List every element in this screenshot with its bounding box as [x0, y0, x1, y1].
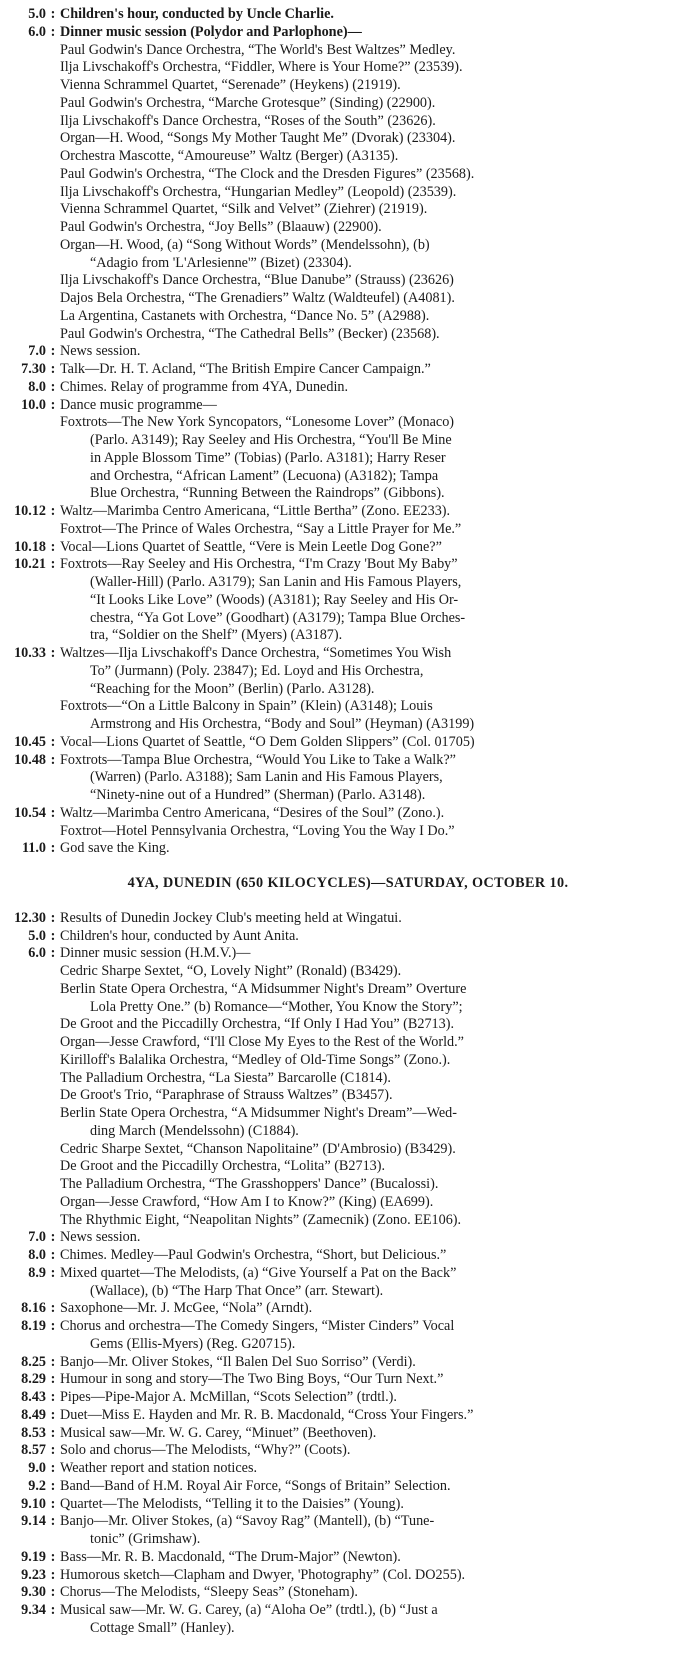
programme-item-line: De Groot's Trio, “Paraphrase of Strauss Waltzes” (B3457). — [60, 1087, 393, 1104]
programme-item-line: Paul Godwin's Orchestra, “Marche Grotesque” (Sinding) (22900). — [60, 94, 436, 111]
entry-time: 9.34 — [21, 1602, 46, 1618]
entry-separator: : — [50, 23, 56, 40]
entry-time: 8.0 — [28, 378, 46, 395]
entry-time: 10.0 — [21, 396, 46, 413]
programme-item-line: “Adagio from 'L'Arlesienne'” (Bizet) (23304). — [90, 254, 352, 271]
programme-item-line: Organ—H. Wood, “Songs My Mother Taught Me” (Dvorak) (23304). — [60, 130, 456, 147]
entry-time: 5.0 — [28, 6, 46, 22]
programme-entry — [4, 805, 692, 841]
programme-item-line: Foxtrot—Hotel Pennsylvania Orchestra, “Loving You the Way I Do.” — [60, 822, 455, 839]
programme-item-line: Foxtrots—“On a Little Balcony in Spain” (Klein) (A3148); Louis — [60, 698, 433, 715]
entry-text-line: chestra, “Ya Got Love” (Goodhart) (A3179); Tampa Blue Orches- — [90, 609, 466, 626]
entry-time: 8.0 — [28, 1247, 46, 1263]
programme-entry — [4, 1442, 692, 1460]
entry-separator: : — [50, 927, 56, 944]
entry-separator: : — [50, 1495, 56, 1512]
entry-separator: : — [50, 909, 56, 926]
entry-separator: : — [50, 1371, 56, 1388]
entry-time: 8.29 — [21, 1371, 46, 1388]
entry-time: 6.0 — [28, 23, 46, 40]
entry-text-line: Cottage Small” (Hanley). — [90, 1619, 235, 1636]
entry-text-line: (Waller-Hill) (Parlo. A3179); San Lanin and His Famous Players, — [90, 574, 462, 590]
entry-body — [60, 805, 692, 841]
entry-text-line: Dance music programme— — [60, 396, 217, 413]
entry-separator: : — [50, 503, 56, 519]
programme-entry — [4, 1247, 692, 1265]
entry-time: 9.23 — [21, 1566, 46, 1583]
entry-body — [60, 1549, 692, 1567]
programme-entry — [4, 556, 692, 645]
entry-text-line: Banjo—Mr. Oliver Stokes, “Il Balen Del Suo Sorriso” (Verdi). — [60, 1353, 416, 1370]
programme-item-line: Dajos Bela Orchestra, “The Grenadiers” Waltz (Waldteufel) (A4081). — [60, 290, 455, 306]
entry-body — [60, 945, 692, 1229]
programme-item-line: and Orchestra, “African Lament” (Lecuona) (A3182); Tampa — [90, 467, 439, 484]
entry-time: 8.53 — [21, 1424, 46, 1441]
entry-text-line: News session. — [60, 343, 141, 360]
programme-entry — [4, 1584, 692, 1602]
entry-separator: : — [50, 1477, 56, 1494]
entry-separator: : — [50, 1247, 56, 1263]
entry-separator: : — [50, 1406, 56, 1423]
programme-item-line: Ilja Livschakoff's Dance Orchestra, “Roses of the South” (23626). — [60, 112, 436, 129]
programme-entry — [4, 397, 692, 504]
entry-separator: : — [50, 840, 56, 857]
entry-body — [60, 1602, 692, 1638]
entry-text-line: Band—Band of H.M. Royal Air Force, “Songs of Britain” Selection. — [60, 1477, 451, 1494]
programme-item-line: Organ—Jesse Crawford, “I'll Close My Eyes to the Rest of the World.” — [60, 1034, 464, 1050]
programme-entry — [4, 1602, 692, 1638]
entry-text-line: Mixed quartet—The Melodists, (a) “Give Yourself a Pat on the Back” — [60, 1264, 457, 1281]
programme-item-line: Vienna Schrammel Quartet, “Silk and Velvet” (Ziehrer) (21919). — [60, 201, 428, 218]
entry-time: 10.18 — [14, 538, 46, 555]
entry-time: 5.0 — [28, 927, 46, 944]
entry-body — [60, 1229, 692, 1247]
entry-time: 8.16 — [21, 1300, 46, 1317]
entry-body — [60, 928, 692, 946]
entry-body — [60, 397, 692, 504]
programme-entry — [4, 645, 692, 734]
entry-time: 10.33 — [14, 645, 46, 661]
programme-entry — [4, 1229, 692, 1247]
entry-text-line: To” (Jurmann) (Poly. 23847); Ed. Loyd and His Orchestra, — [90, 662, 424, 679]
entry-separator: : — [50, 361, 56, 377]
entry-text-line: God save the King. — [60, 840, 170, 857]
programme-item-line: Lola Pretty One.” (b) Romance—“Mother, You Know the Story”; — [90, 998, 463, 1015]
programme-entry — [4, 840, 692, 858]
programme-item-line: (Parlo. A3149); Ray Seeley and His Orchestra, “You'll Be Mine — [90, 432, 452, 448]
entry-text-line: tonic” (Grimshaw). — [90, 1531, 201, 1547]
entry-separator: : — [50, 1353, 56, 1370]
programme-item-line: Cedric Sharpe Sextet, “Chanson Napolitaine” (D'Ambrosio) (B3429). — [60, 1140, 456, 1157]
entry-time: 12.30 — [14, 909, 46, 926]
entry-body — [60, 1425, 692, 1443]
entry-time: 8.57 — [21, 1442, 46, 1459]
entry-time: 10.48 — [14, 751, 46, 768]
programme-item-line: Berlin State Opera Orchestra, “A Midsummer Night's Dream”—Wed- — [60, 1105, 457, 1121]
programme-entry — [4, 1407, 692, 1425]
entry-text-line: Foxtrots—Tampa Blue Orchestra, “Would You Like to Take a Walk?” — [60, 751, 456, 768]
entry-body — [60, 24, 692, 344]
entry-time: 8.25 — [21, 1353, 46, 1370]
entry-time: 9.30 — [21, 1584, 46, 1601]
entry-text-line: “It Looks Like Love” (Woods) (A3181); Ray Seeley and His Or- — [90, 591, 459, 608]
entry-text-line: “Reaching for the Moon” (Berlin) (Parlo. A3128). — [90, 680, 375, 697]
programme-item-line: Blue Orchestra, “Running Between the Raindrops” (Gibbons). — [90, 485, 445, 502]
entry-body — [60, 1496, 692, 1514]
entry-body — [60, 734, 692, 752]
entry-text-line: Bass—Mr. R. B. Macdonald, “The Drum-Major” (Newton). — [60, 1548, 401, 1565]
programme-entry — [4, 1318, 692, 1354]
entry-time: 9.0 — [28, 1460, 46, 1476]
entry-time: 8.9 — [28, 1264, 46, 1281]
entry-text-line: Chorus and orchestra—The Comedy Singers, “Mister Cinders” Vocal — [60, 1318, 455, 1334]
entry-separator: : — [50, 733, 56, 750]
entry-separator: : — [50, 1318, 56, 1334]
entry-body — [60, 645, 692, 734]
entry-body — [60, 1407, 692, 1425]
programme-item-line: Paul Godwin's Dance Orchestra, “The World's Best Waltzes” Medley. — [60, 41, 456, 58]
entry-time: 10.12 — [14, 503, 46, 519]
programme-item-line: The Rhythmic Eight, “Neapolitan Nights” (Zamecnik) (Zono. EE106). — [60, 1211, 462, 1228]
entry-time: 8.49 — [21, 1406, 46, 1423]
programme-item-line: Foxtrot—The Prince of Wales Orchestra, “Say a Little Prayer for Me.” — [60, 520, 462, 537]
entry-separator: : — [50, 538, 56, 555]
entry-body — [60, 539, 692, 557]
programme-entry — [4, 1478, 692, 1496]
entry-separator: : — [50, 1442, 56, 1459]
entry-text-line: “Ninety-nine out of a Hundred” (Sherman) (Parlo. A3148). — [90, 787, 426, 803]
entry-time: 9.14 — [21, 1513, 46, 1530]
entry-text-line: Dinner music session (H.M.V.)— — [60, 945, 251, 962]
entry-time: 7.30 — [21, 361, 46, 377]
entry-text-line: Waltz—Marimba Centro Americana, “Little Bertha” (Zono. EE233). — [60, 503, 451, 519]
programme-entry — [4, 1513, 692, 1549]
entry-time: 9.19 — [21, 1548, 46, 1565]
programme-item-line: Cedric Sharpe Sextet, “O, Lovely Night” (Ronald) (B3429). — [60, 963, 402, 979]
entry-time: 8.43 — [21, 1389, 46, 1405]
entry-separator: : — [50, 804, 56, 821]
entry-text-line: Chimes. Relay of programme from 4YA, Dunedin. — [60, 378, 349, 395]
programme-item-line: Paul Godwin's Orchestra, “The Cathedral Bells” (Becker) (23568). — [60, 325, 440, 342]
entry-time: 9.10 — [21, 1495, 46, 1512]
entry-separator: : — [50, 1229, 56, 1246]
programme-item-line: The Palladium Orchestra, “La Siesta” Barcarolle (C1814). — [60, 1069, 391, 1086]
entry-text-line: Gems (Ellis-Myers) (Reg. G20715). — [90, 1335, 296, 1352]
entry-body — [60, 752, 692, 805]
entry-body — [60, 1567, 692, 1585]
programme-entry — [4, 734, 692, 752]
programme-entry — [4, 1460, 692, 1478]
entry-separator: : — [50, 378, 56, 395]
programme-entry — [4, 361, 692, 379]
entry-text-line: tra, “Soldier on the Shelf” (Myers) (A3187). — [90, 627, 343, 644]
programme-entry — [4, 1300, 692, 1318]
entry-body — [60, 6, 692, 24]
entry-text-line: Waltzes—Ilja Livschakoff's Dance Orchestra, “Sometimes You Wish — [60, 645, 452, 661]
programme-item-line: Ilja Livschakoff's Orchestra, “Hungarian Medley” (Leopold) (23539). — [60, 183, 457, 200]
programme-item-line: Armstrong and His Orchestra, “Body and Soul” (Heyman) (A3199) — [90, 716, 475, 732]
entry-text-line: Saxophone—Mr. J. McGee, “Nola” (Arndt). — [60, 1300, 313, 1317]
entry-body — [60, 503, 692, 539]
programme-entry — [4, 24, 692, 344]
programme-item-line: Kirilloff's Balalika Orchestra, “Medley of Old-Time Songs” (Zono.). — [60, 1051, 451, 1068]
entry-body — [60, 840, 692, 858]
programme-entry — [4, 379, 692, 397]
entry-body — [60, 1318, 692, 1354]
entry-body — [60, 1354, 692, 1372]
entry-time: 10.45 — [14, 733, 46, 750]
programme-entry — [4, 539, 692, 557]
entry-separator: : — [50, 1584, 56, 1601]
entry-text-line: (Wallace), (b) “The Harp That Once” (arr. Stewart). — [90, 1282, 384, 1299]
entry-separator: : — [50, 6, 56, 22]
entry-separator: : — [50, 751, 56, 768]
entry-text-line: News session. — [60, 1229, 141, 1246]
entry-separator: : — [50, 645, 56, 661]
entry-separator: : — [50, 1602, 56, 1618]
entry-separator: : — [50, 1424, 56, 1441]
programme-item-line: Organ—H. Wood, (a) “Song Without Words” (Mendelssohn), (b) — [60, 236, 430, 253]
entry-body — [60, 1478, 692, 1496]
entry-body — [60, 1442, 692, 1460]
entry-text-line: Pipes—Pipe-Major A. McMillan, “Scots Selection” (trdtl.). — [60, 1389, 397, 1405]
entry-body — [60, 361, 692, 379]
programme-entry — [4, 1496, 692, 1514]
programme-entry — [4, 910, 692, 928]
entry-time: 8.19 — [21, 1318, 46, 1334]
programme-entry — [4, 1567, 692, 1585]
entry-text-line: Vocal—Lions Quartet of Seattle, “Vere is Mein Leetle Dog Gone?” — [60, 538, 442, 555]
entry-body — [60, 1247, 692, 1265]
entry-text-line: Chorus—The Melodists, “Sleepy Seas” (Stoneham). — [60, 1584, 358, 1601]
entry-text-line: Quartet—The Melodists, “Telling it to the Daisies” (Young). — [60, 1495, 404, 1512]
entry-text-line: Humour in song and story—The Two Bing Boys, “Our Turn Next.” — [60, 1371, 444, 1388]
programme-item-line: Berlin State Opera Orchestra, “A Midsummer Night's Dream” Overture — [60, 980, 467, 997]
programme-section-first — [4, 6, 692, 858]
entry-text-line: Dinner music session (Polydor and Parlophone)— — [60, 23, 362, 40]
programme-item-line: Orchestra Mascotte, “Amoureuse” Waltz (Berger) (A3135). — [60, 148, 399, 164]
programme-item-line: Foxtrots—The New York Syncopators, “Lonesome Lover” (Monaco) — [60, 414, 455, 431]
programme-item-line: Paul Godwin's Orchestra, “The Clock and the Dresden Figures” (23568). — [60, 165, 475, 182]
entry-text-line: Vocal—Lions Quartet of Seattle, “O Dem Golden Slippers” (Col. 01705) — [60, 733, 475, 750]
programme-entry — [4, 1549, 692, 1567]
entry-body — [60, 910, 692, 928]
entry-text-line: Children's hour, conducted by Aunt Anita. — [60, 927, 299, 944]
entry-text-line: Foxtrots—Ray Seeley and His Orchestra, “I'm Crazy 'Bout My Baby” — [60, 556, 458, 573]
entry-body — [60, 1389, 692, 1407]
entry-text-line: Humorous sketch—Clapham and Dwyer, 'Photography” (Col. DO255). — [60, 1566, 466, 1583]
programme-item-line: De Groot and the Piccadilly Orchestra, “If Only I Had You” (B2713). — [60, 1016, 454, 1033]
entry-separator: : — [50, 1389, 56, 1405]
entry-time: 6.0 — [28, 945, 46, 962]
programme-item-line: Ilja Livschakoff's Dance Orchestra, “Blue Danube” (Strauss) (23626) — [60, 272, 454, 289]
entry-text-line: Chimes. Medley—Paul Godwin's Orchestra, “Short, but Delicious.” — [60, 1247, 447, 1263]
programme-entry — [4, 1265, 692, 1301]
entry-separator: : — [50, 556, 56, 573]
entry-body — [60, 1460, 692, 1478]
entry-text-line: Children's hour, conducted by Uncle Charlie. — [60, 6, 334, 22]
programme-entry — [4, 1425, 692, 1443]
entry-separator: : — [50, 396, 56, 413]
programme-item-line: The Palladium Orchestra, “The Grasshoppers' Dance” (Bucalossi). — [60, 1176, 439, 1192]
station-heading: 4YA, DUNEDIN (650 KILOCYCLES)—SATURDAY, OCTOBER 10. — [127, 875, 569, 891]
entry-time: 10.54 — [14, 804, 46, 821]
entry-time: 9.2 — [28, 1477, 46, 1494]
entry-text-line: Waltz—Marimba Centro Americana, “Desires of the Soul” (Zono.). — [60, 804, 445, 821]
entry-time: 7.0 — [28, 1229, 46, 1246]
programme-item-line: ding March (Mendelssohn) (C1884). — [90, 1122, 299, 1139]
entry-body — [60, 379, 692, 397]
entry-time: 10.21 — [14, 556, 46, 573]
entry-body — [60, 556, 692, 645]
programme-entry — [4, 503, 692, 539]
entry-time: 11.0 — [21, 840, 46, 857]
programme-entry — [4, 6, 692, 24]
programme-item-line: Vienna Schrammel Quartet, “Serenade” (Heykens) (21919). — [60, 77, 401, 93]
entry-separator: : — [50, 1264, 56, 1281]
programme-entry — [4, 928, 692, 946]
entry-text-line: (Warren) (Parlo. A3188); Sam Lanin and His Famous Players, — [90, 769, 443, 786]
entry-separator: : — [50, 1513, 56, 1530]
entry-separator: : — [50, 343, 56, 360]
programme-item-line: Ilja Livschakoff's Orchestra, “Fiddler, Where is Your Home?” (23539). — [60, 59, 463, 76]
programme-entry — [4, 752, 692, 805]
entry-body — [60, 1265, 692, 1301]
programme-item-line: Paul Godwin's Orchestra, “Joy Bells” (Blaauw) (22900). — [60, 219, 382, 235]
entry-body — [60, 1371, 692, 1389]
entry-body — [60, 1513, 692, 1549]
programme-item-line: in Apple Blossom Time” (Tobias) (Parlo. A3181); Harry Reser — [90, 449, 446, 466]
programme-section-dunedin — [4, 910, 692, 1638]
entry-text-line: Banjo—Mr. Oliver Stokes, (a) “Savoy Rag” (Mantell), (b) “Tune- — [60, 1513, 435, 1530]
entry-separator: : — [50, 1566, 56, 1583]
entry-separator: : — [50, 1300, 56, 1317]
programme-entry — [4, 343, 692, 361]
entry-time: 7.0 — [28, 343, 46, 360]
programme-item-line: La Argentina, Castanets with Orchestra, “Dance No. 5” (A2988). — [60, 307, 430, 324]
programme-entry — [4, 1354, 692, 1372]
entry-text-line: Weather report and station notices. — [60, 1460, 258, 1476]
entry-text-line: Results of Dunedin Jockey Club's meeting held at Wingatui. — [60, 909, 402, 926]
entry-text-line: Talk—Dr. H. T. Acland, “The British Empire Cancer Campaign.” — [60, 361, 431, 377]
entry-body — [60, 1584, 692, 1602]
programme-item-line: Organ—Jesse Crawford, “How Am I to Know?” (King) (EA699). — [60, 1193, 434, 1210]
entry-separator: : — [50, 945, 56, 962]
entry-text-line: Solo and chorus—The Melodists, “Why?” (Coots). — [60, 1442, 351, 1459]
entry-body — [60, 1300, 692, 1318]
entry-separator: : — [50, 1460, 56, 1476]
programme-item-line: De Groot and the Piccadilly Orchestra, “Lolita” (B2713). — [60, 1158, 386, 1175]
entry-text-line: Musical saw—Mr. W. G. Carey, (a) “Aloha Oe” (trdtl.), (b) “Just a — [60, 1602, 438, 1618]
programme-entry — [4, 1371, 692, 1389]
programme-entry — [4, 945, 692, 1229]
programme-entry — [4, 1389, 692, 1407]
entry-text-line: Duet—Miss E. Hayden and Mr. R. B. Macdonald, “Cross Your Fingers.” — [60, 1406, 474, 1423]
entry-body — [60, 343, 692, 361]
entry-separator: : — [50, 1548, 56, 1565]
entry-text-line: Musical saw—Mr. W. G. Carey, “Minuet” (Beethoven). — [60, 1424, 377, 1441]
